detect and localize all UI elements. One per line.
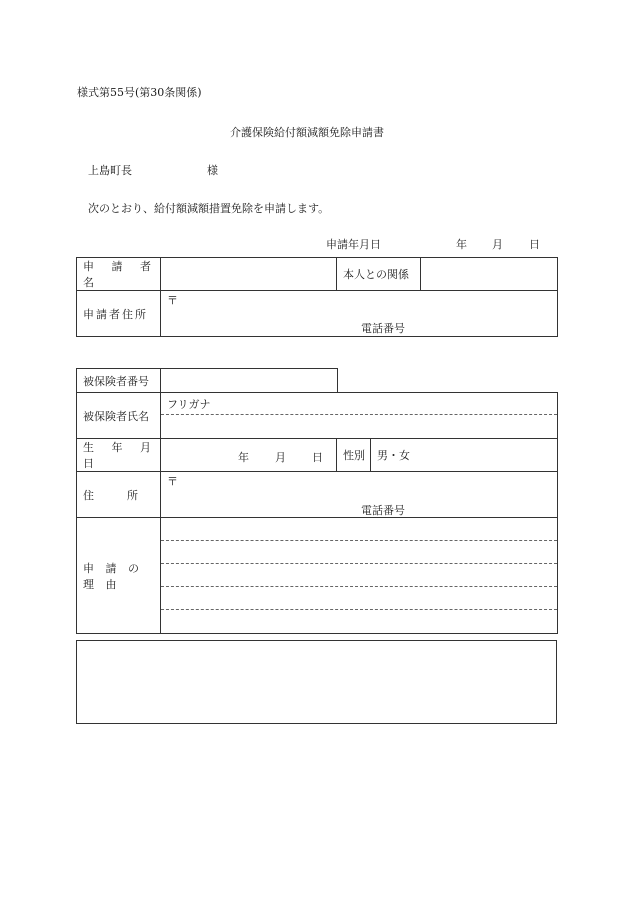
applicant-address-label: 申請者住所 — [77, 291, 161, 337]
birth-month: 月 — [275, 450, 286, 464]
applicant-address-field[interactable] — [161, 291, 558, 337]
gender-options[interactable]: 男・女 — [371, 439, 558, 472]
insured-number-table — [76, 368, 338, 393]
insured-number-label: 被保険者番号 — [77, 369, 161, 393]
application-date-day: 日 — [529, 238, 540, 251]
form-number: 様式第55号(第30条関係) — [77, 86, 202, 99]
relation-label: 本人との関係 — [337, 258, 421, 291]
insured-name-field[interactable] — [161, 393, 558, 439]
addressee-name: 上島町長 — [88, 164, 132, 177]
insured-name-label: 被保険者氏名 — [77, 393, 161, 439]
page-title: 介護保険給付額減額免除申請書 — [230, 126, 384, 139]
postal-mark: 〒 — [167, 294, 178, 307]
birth-year: 年 — [238, 450, 249, 464]
applicant-name-label: 申 請 者 名 — [77, 258, 161, 291]
furigana-label: フリガナ — [167, 398, 211, 411]
insured-address-field[interactable] — [161, 472, 558, 518]
remarks-box[interactable] — [76, 640, 557, 724]
addressee-honorific: 様 — [207, 164, 218, 177]
insured-number-field[interactable] — [161, 369, 338, 393]
applicant-phone-label: 電話番号 — [361, 322, 405, 335]
applicant-table — [76, 257, 558, 337]
reason-label: 申 請 の 理 由 — [77, 518, 161, 634]
insured-phone-label: 電話番号 — [361, 504, 405, 517]
application-date-label: 申請年月日 — [326, 238, 381, 251]
application-date-month: 月 — [492, 238, 503, 251]
birth-day: 日 — [312, 450, 323, 464]
insured-table — [76, 392, 558, 634]
application-date-year: 年 — [456, 238, 467, 251]
applicant-name-field[interactable] — [161, 258, 337, 291]
birth-date-field[interactable] — [161, 439, 337, 472]
birth-date-label: 生 年 月 日 — [77, 439, 161, 472]
gender-label: 性別 — [337, 439, 371, 472]
insured-postal-mark: 〒 — [167, 475, 178, 488]
reason-field[interactable] — [161, 518, 558, 634]
relation-field[interactable] — [421, 258, 558, 291]
intro-statement: 次のとおり、給付額減額措置免除を申請します。 — [88, 202, 330, 215]
insured-address-label: 住 所 — [77, 472, 161, 518]
